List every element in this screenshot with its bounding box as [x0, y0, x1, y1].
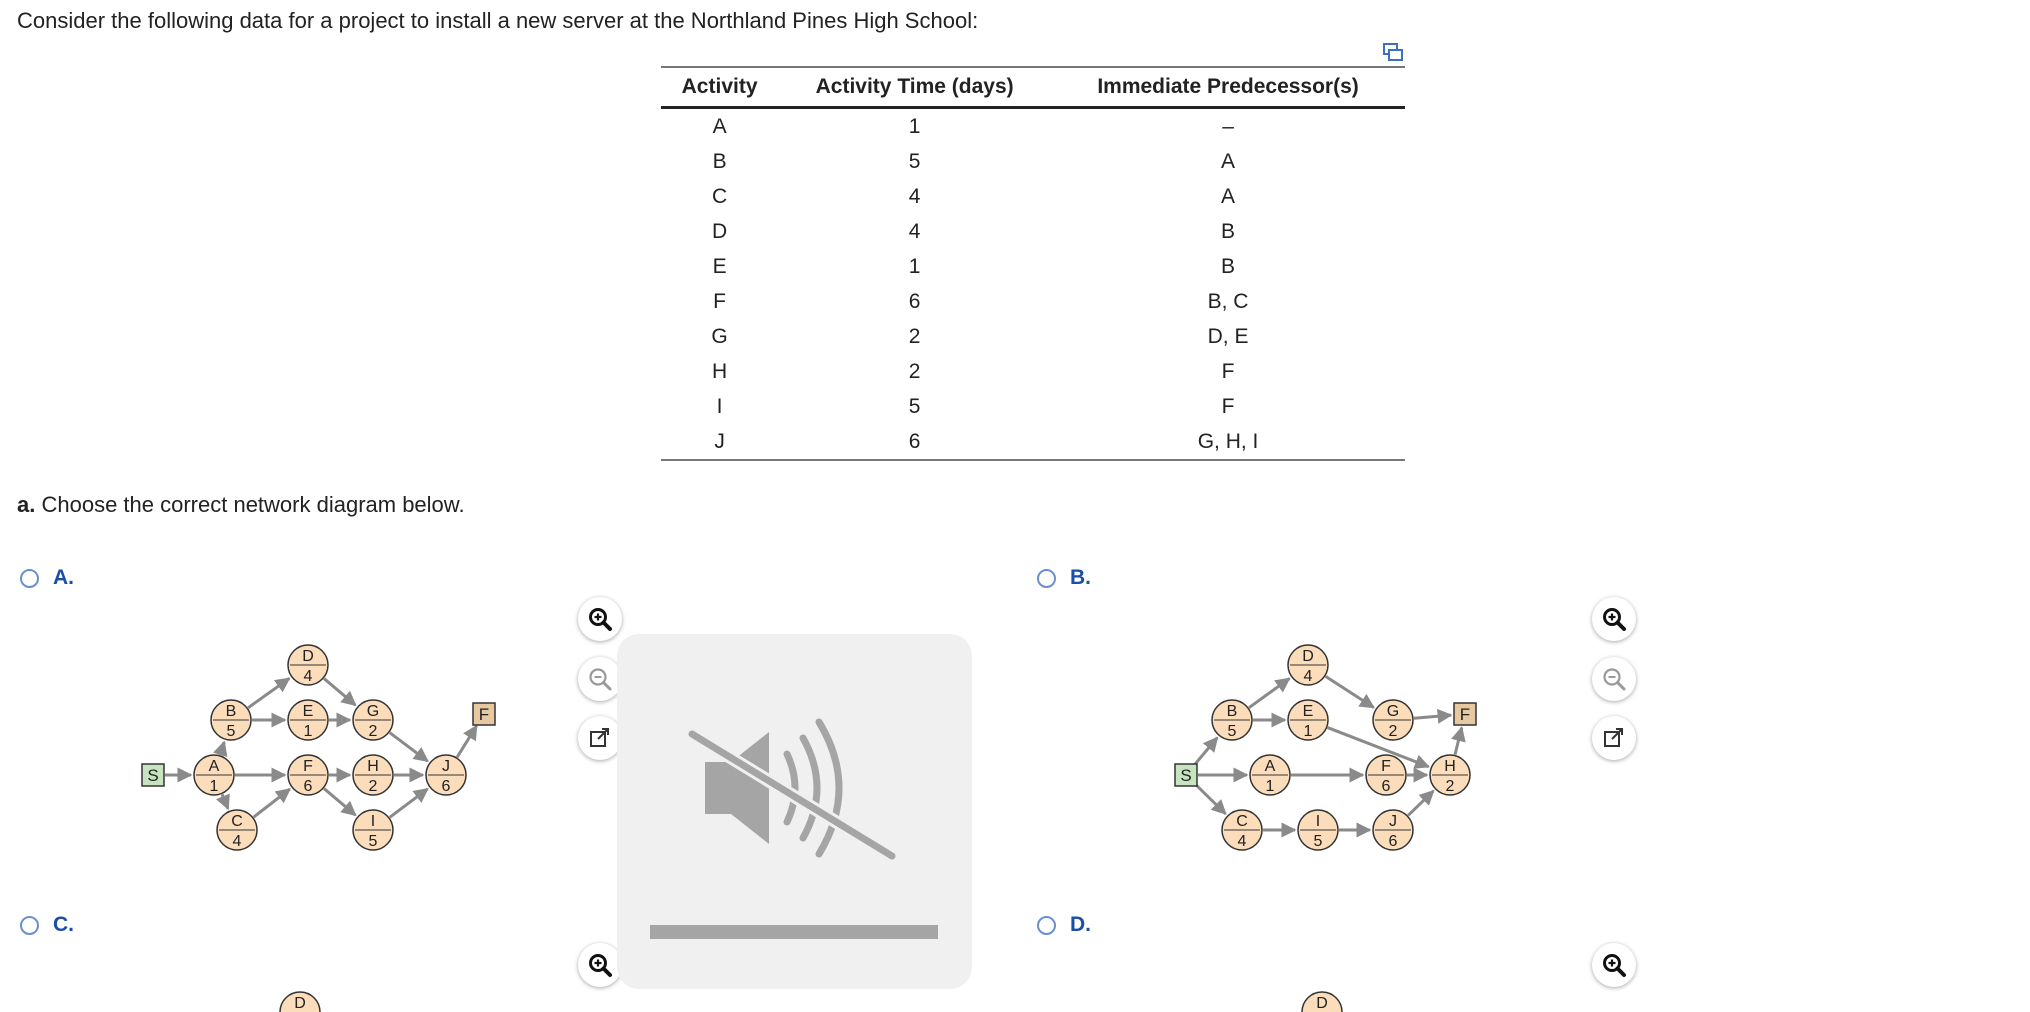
node-label: G [1386, 703, 1400, 720]
node-time: 2 [368, 723, 378, 740]
activity-node-b [211, 700, 251, 740]
popout-button-b[interactable] [1592, 716, 1636, 760]
activity-node-a [1250, 755, 1290, 795]
activity-cell: G [711, 324, 728, 348]
speaker-muted-icon [617, 634, 972, 934]
zoom-in-icon [1601, 606, 1627, 632]
time-cell: 2 [908, 359, 921, 383]
edge-h-finish [1455, 728, 1462, 755]
activity-cell: J [661, 424, 778, 460]
node-time: 4 [303, 668, 313, 685]
finish-node [1454, 703, 1476, 725]
node-time: 1 [1303, 723, 1313, 740]
choice-a-label: A. [53, 566, 74, 589]
muted-media-overlay[interactable] [617, 634, 972, 989]
time-cell: 1 [908, 114, 921, 138]
node-label: A [1264, 758, 1276, 775]
node-time: 4 [1303, 668, 1313, 685]
zoom-out-icon [587, 666, 613, 692]
zoom-in-icon [587, 606, 613, 632]
time-cell: 5 [908, 149, 921, 173]
edge-d-g [324, 679, 355, 706]
activity-cell: C [711, 184, 728, 208]
radio-a[interactable] [20, 569, 39, 588]
predecessor-cell: G, H, I [1051, 424, 1405, 460]
activity-cell: F [713, 289, 726, 313]
predecessor-cell: F [1221, 359, 1235, 383]
node-time: 6 [303, 778, 313, 795]
node-time: 1 [303, 723, 313, 740]
choice-a[interactable] [20, 566, 74, 590]
activity-node-a [194, 755, 234, 795]
node-label: D [302, 648, 314, 665]
node-label: D [1302, 648, 1314, 665]
node-time: 4 [1237, 833, 1247, 850]
activity-node-i [1298, 810, 1338, 850]
node-label: G [366, 703, 380, 720]
predecessor-cell: A [1221, 184, 1236, 208]
svg-text:S: S [1180, 766, 1192, 785]
zoom-in-button-c[interactable] [578, 943, 622, 987]
node-time: 2 [368, 778, 378, 795]
predecessor-cell: B, C [1207, 289, 1249, 313]
zoom-out-button-a[interactable] [578, 657, 622, 701]
table-row [661, 214, 1405, 249]
node-time: 5 [226, 723, 236, 740]
network-diagram-a [130, 620, 510, 860]
node-label: B [1226, 703, 1238, 720]
radio-c[interactable] [20, 916, 39, 935]
edge-g-finish [1414, 715, 1451, 718]
time-cell: 4 [908, 184, 921, 208]
popout-icon [1602, 726, 1626, 750]
activity-node-g [1373, 700, 1413, 740]
node-label: H [1444, 758, 1456, 775]
activity-cell: I [716, 394, 723, 418]
predecessor-cell: D, E [1207, 324, 1249, 348]
popout-icon [588, 726, 612, 750]
column-header-time: Activity Time (days) [778, 67, 1051, 108]
node-label: D [1316, 995, 1328, 1012]
node-time: 1 [209, 778, 219, 795]
time-cell: 4 [908, 219, 921, 243]
radio-b[interactable] [1037, 569, 1056, 588]
network-diagram-d [1292, 970, 1352, 1012]
part-a-text: Choose the correct network diagram below. [35, 492, 465, 517]
zoom-in-button-d[interactable] [1592, 943, 1636, 987]
column-header-predecessors: Immediate Predecessor(s) [1051, 67, 1405, 108]
activity-node-e [288, 700, 328, 740]
node-label: E [1302, 703, 1314, 720]
predecessor-cell: A [1221, 149, 1236, 173]
edge-j-finish [457, 726, 476, 757]
choice-b-label: B. [1070, 566, 1091, 589]
table-row [661, 144, 1405, 179]
node-time: 6 [1388, 833, 1398, 850]
node-time: 6 [1381, 778, 1391, 795]
choice-c[interactable] [20, 913, 74, 937]
zoom-out-button-b[interactable] [1592, 657, 1636, 701]
choice-d[interactable] [1037, 913, 1091, 937]
activity-cell: A [712, 114, 727, 138]
table-row [661, 354, 1405, 389]
time-cell: 2 [908, 324, 921, 348]
choice-b[interactable] [1037, 566, 1091, 590]
activity-node-g [353, 700, 393, 740]
node-label: I [1315, 813, 1321, 830]
table-row [661, 179, 1405, 214]
edge-b-d [248, 678, 289, 707]
edge-b-d [1249, 678, 1289, 707]
activity-node-h [1430, 755, 1470, 795]
table-row [661, 284, 1405, 319]
part-a-prompt [17, 492, 465, 518]
edge-s-c [1195, 783, 1226, 813]
node-label: D [294, 995, 306, 1012]
activity-node-c [1222, 810, 1262, 850]
network-diagram-c [270, 970, 330, 1012]
start-node [1175, 764, 1197, 786]
node-time: 4 [232, 833, 242, 850]
activity-node-d [1302, 992, 1342, 1012]
node-time: 2 [1445, 778, 1455, 795]
edge-f-i [324, 789, 355, 816]
edge-s-b [1194, 738, 1218, 766]
node-time: 5 [1313, 833, 1323, 850]
node-label: F [1381, 758, 1391, 775]
activity-node-d [1288, 645, 1328, 685]
popout-button-a[interactable] [578, 716, 622, 760]
activity-node-e [1288, 700, 1328, 740]
edge-c-f [254, 789, 290, 817]
activity-cell: B [712, 149, 727, 173]
node-label: F [303, 758, 313, 775]
choice-c-label: C. [53, 913, 74, 936]
zoom-in-button-b[interactable] [1592, 597, 1636, 641]
node-time: 1 [1265, 778, 1275, 795]
time-cell: 6 [778, 424, 1051, 460]
table-row [661, 108, 1405, 145]
time-cell: 1 [908, 254, 921, 278]
svg-text:F: F [1459, 705, 1471, 724]
choice-d-label: D. [1070, 913, 1091, 936]
activity-cell: H [711, 359, 728, 383]
activity-node-f [288, 755, 328, 795]
edge-i-j [390, 789, 428, 818]
activity-cell: E [712, 254, 727, 278]
table-header-row [661, 67, 1405, 108]
activity-cell: D [711, 219, 728, 243]
edge-d-g [1326, 676, 1374, 707]
zoom-in-icon [587, 952, 613, 978]
node-time: 5 [1227, 723, 1237, 740]
node-label: E [302, 703, 314, 720]
node-label: J [1389, 813, 1397, 830]
predecessor-cell: – [1222, 114, 1234, 138]
node-label: I [370, 813, 376, 830]
node-label: J [442, 758, 450, 775]
radio-d[interactable] [1037, 916, 1056, 935]
table-row [661, 424, 1405, 460]
activity-node-f [1366, 755, 1406, 795]
diagram-edges [165, 678, 477, 817]
zoom-out-icon [1601, 666, 1627, 692]
question-intro: Consider the following data for a project to install a new server at the Northland Pines High School: [17, 8, 979, 33]
activity-node-i [353, 810, 393, 850]
part-a-label: a. [17, 492, 36, 517]
table-row [661, 319, 1405, 354]
node-label: H [367, 758, 379, 775]
edge-a-b [220, 742, 224, 755]
node-time: 5 [368, 833, 378, 850]
copy-icon[interactable] [1382, 42, 1404, 62]
network-diagram-b [1160, 620, 1490, 860]
node-label: C [231, 813, 243, 830]
zoom-in-button-a[interactable] [578, 597, 622, 641]
predecessor-cell: B [1221, 219, 1236, 243]
activity-node-j [426, 755, 466, 795]
zoom-in-icon [1601, 952, 1627, 978]
activity-node-d [280, 992, 320, 1012]
activity-node-d [288, 645, 328, 685]
node-time: 6 [441, 778, 451, 795]
column-header-activity: Activity [661, 67, 778, 108]
media-progress-bar[interactable] [650, 925, 938, 939]
activity-node-b [1212, 700, 1252, 740]
edge-a-c [222, 794, 228, 808]
activity-node-c [217, 810, 257, 850]
activity-table [661, 66, 1405, 461]
node-time: 2 [1388, 723, 1398, 740]
edge-g-j [390, 733, 428, 762]
time-cell: 5 [908, 394, 921, 418]
svg-text:F: F [478, 705, 490, 724]
node-label: B [225, 703, 237, 720]
table-row [661, 249, 1405, 284]
activity-node-j [1373, 810, 1413, 850]
node-label: C [1236, 813, 1248, 830]
predecessor-cell: F [1221, 394, 1235, 418]
table-row [661, 389, 1405, 424]
activity-node-h [353, 755, 393, 795]
node-label: A [208, 758, 220, 775]
time-cell: 6 [908, 289, 921, 313]
finish-node [473, 703, 495, 725]
predecessor-cell: B [1221, 254, 1236, 278]
edge-j-h [1408, 791, 1433, 815]
start-node [142, 764, 164, 786]
svg-text:S: S [147, 766, 159, 785]
